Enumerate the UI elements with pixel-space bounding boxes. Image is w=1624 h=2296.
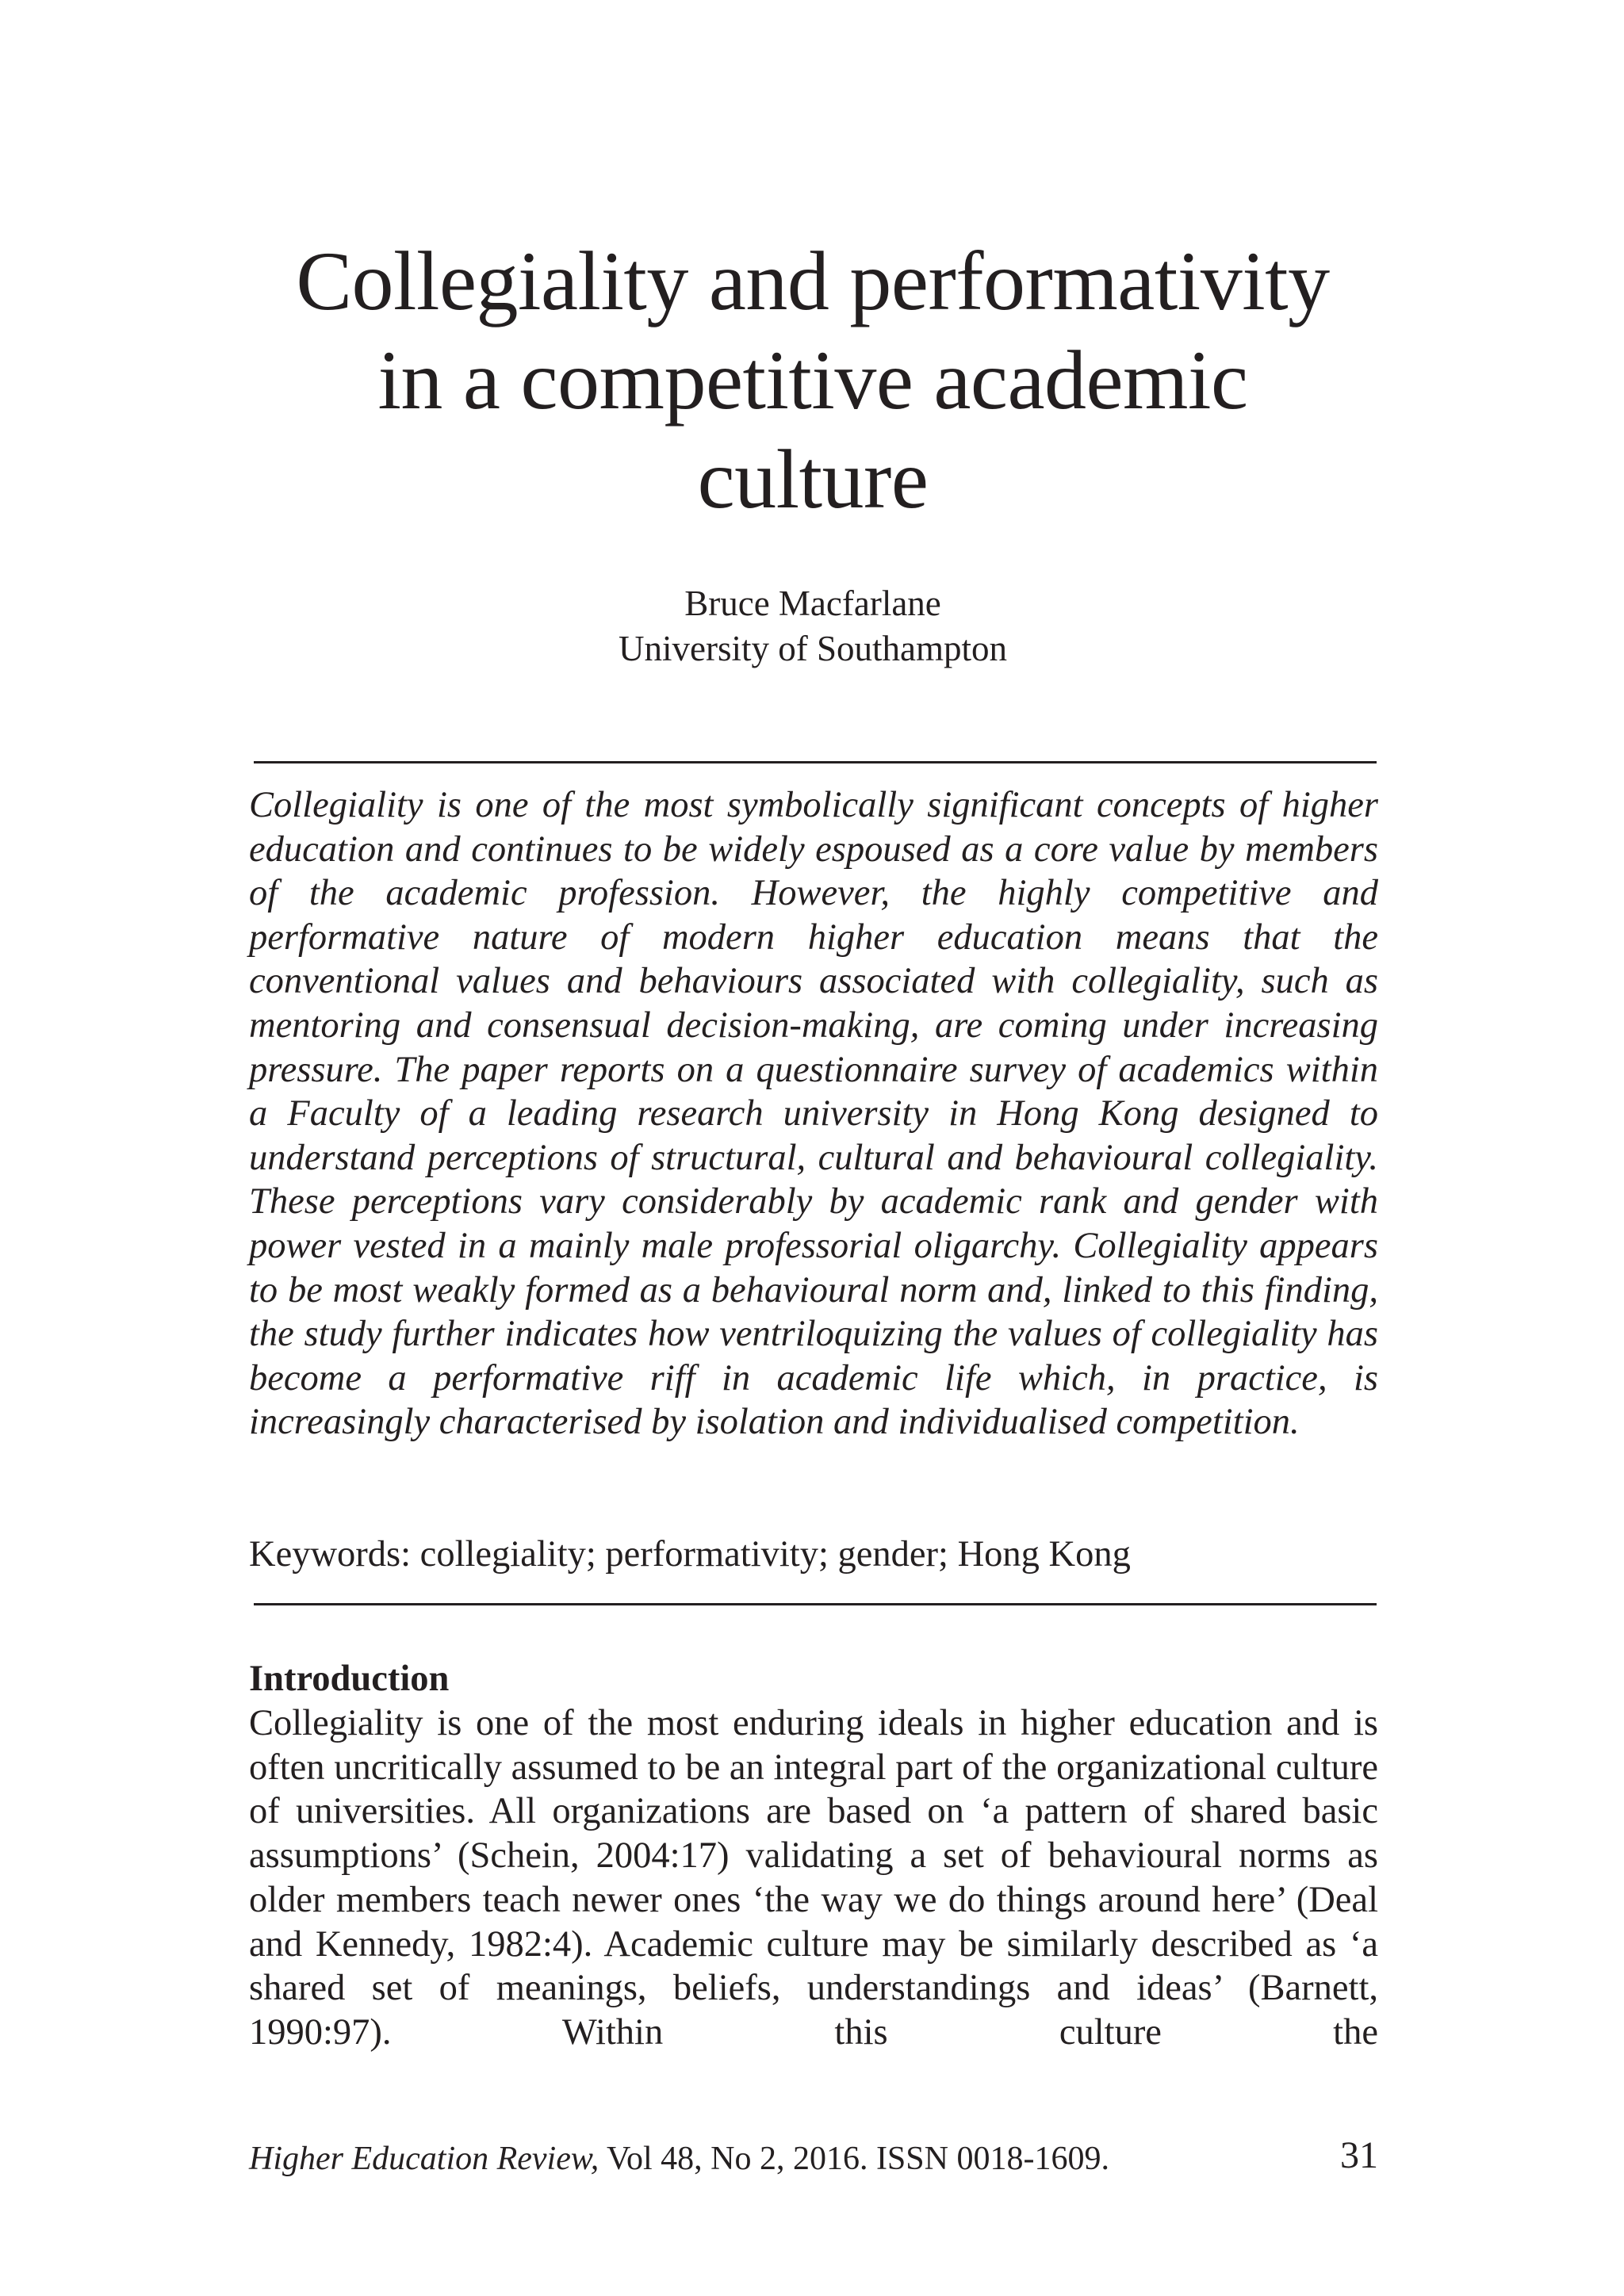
footer-journal-name: Higher Education Review,	[249, 2141, 599, 2177]
keywords-line: Keywords: collegiality; performativity; gender; Hong Kong	[249, 1534, 1131, 1575]
author-affiliation: University of Southampton	[619, 629, 1007, 668]
title-line: in a competitive academic	[377, 334, 1248, 427]
title-line: culture	[697, 433, 929, 526]
author-name: Bruce Macfarlane	[684, 584, 941, 623]
body-paragraph: Collegiality is one of the most enduring ideals in higher education and is often uncritically assumed to be an integral part of the organizational culture of universities. All organizations are based on ‘a pattern of shared basic assumptions’ (Schein, 2004:17) validating a set of behavioural norms as older members teach newer ones ‘the way we do things around here’ (Deal and Kennedy, 1982:4). Academic culture may be similarly described as ‘a shared set of meanings, beliefs, understandings and ideas’ (Barnett, 1990:97). Within this culture the	[249, 1703, 1378, 2053]
article-title	[238, 232, 1388, 529]
footer-citation: Vol 48, No 2, 2016. ISSN 0018-1609.	[599, 2141, 1109, 2177]
abstract-top-rule	[254, 761, 1377, 763]
abstract-bottom-rule	[254, 1603, 1377, 1605]
page-number: 31	[1340, 2134, 1378, 2176]
section-heading-introduction: Introduction	[249, 1659, 450, 1699]
author-block	[238, 581, 1388, 672]
abstract-text: Collegiality is one of the most symbolically significant concepts of higher education and continues to be widely espoused as a core value by members of the academic profession. However, the highly competitive and performative nature of modern higher education means that the conventional values and behaviours associated with collegiality, such as mentoring and consensual decision-making, are coming under increasing pressure. The paper reports on a questionnaire survey of academics within a Faculty of a leading research university in Hong Kong designed to understand perceptions of structural, cultural and behavioural collegiality. These perceptions vary considerably by academic rank and gender with power vested in a mainly male professorial oligarchy. Collegiality appears to be most weakly formed as a behavioural norm and, linked to this finding, the study further indicates how ventriloquizing the values of collegiality has become a performative riff in academic life which, in practice, is increasingly characterised by isolation and individualised competition.	[249, 785, 1378, 1443]
page-footer	[249, 2134, 1378, 2179]
title-line: Collegiality and performativity	[296, 235, 1330, 327]
